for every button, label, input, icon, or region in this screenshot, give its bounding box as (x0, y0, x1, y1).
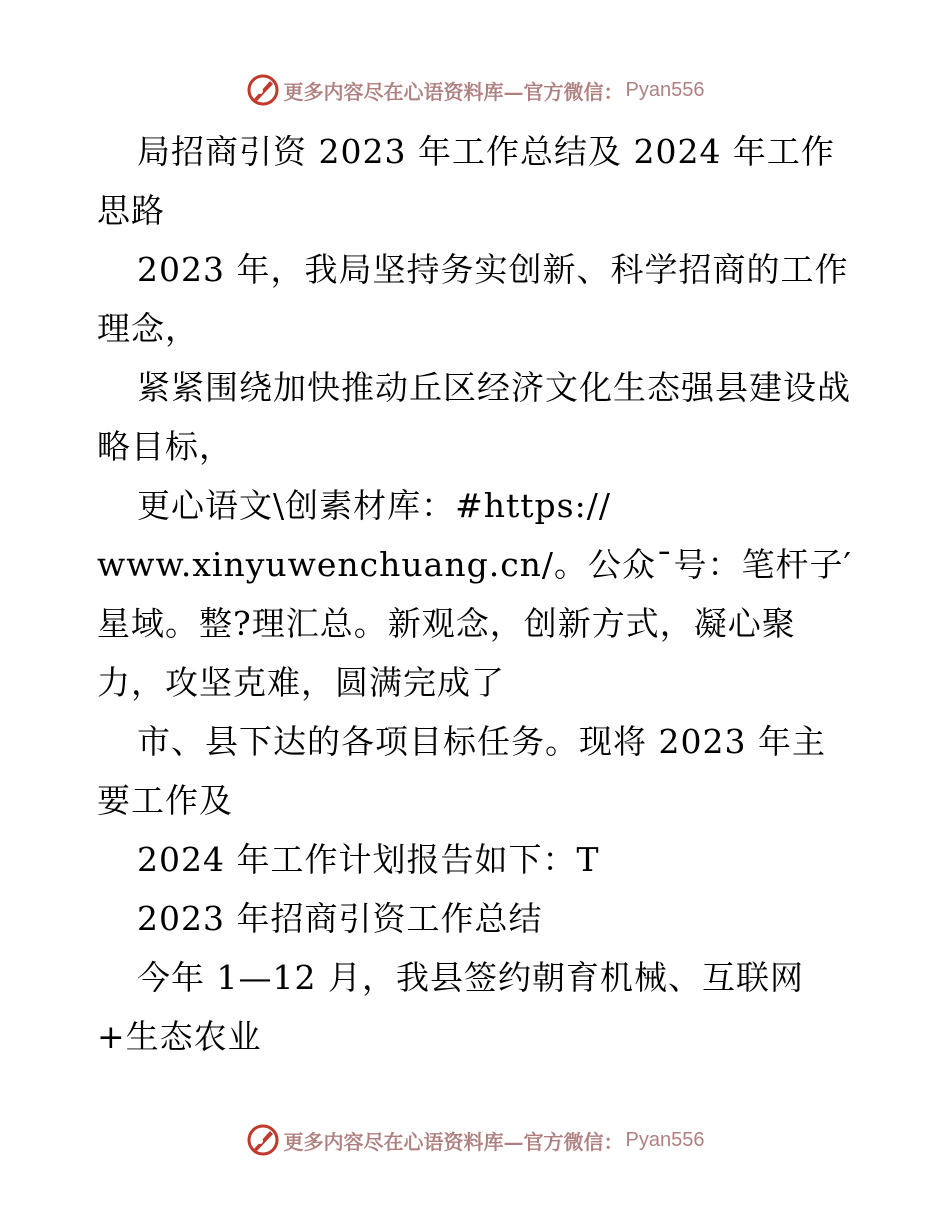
paragraph: 今年 1—12 月，我县签约朝育机械、互联网+生态农业 (97, 958, 804, 1056)
header-banner (0, 70, 950, 110)
document-title: 局招商引资 2023 年工作总结及 2024 年工作思路 (97, 132, 835, 230)
paragraph: www.xinyuwenchuang.cn/。公众¯号：笔杆子′星域。整?理汇总。新观念，创新方式，凝心聚力，攻坚克难，圆满完成了 (97, 545, 853, 702)
paragraph: 2024 年工作计划报告如下：T (137, 840, 600, 879)
banner-slogan: 更多内容尽在心语资料库—官方微信： (283, 1129, 624, 1154)
footer-banner (0, 1120, 950, 1160)
banner-slogan: 更多内容尽在心语资料库—官方微信： (283, 79, 624, 104)
paragraph: 市、县下达的各项目标任务。现将 2023 年主要工作及 (97, 722, 826, 820)
banner-wechat-id: Pyan556 (625, 78, 705, 101)
brand-logo-icon (246, 73, 280, 107)
section-heading: 2023 年招商引资工作总结 (137, 899, 543, 938)
paragraph: 更心语文\创素材库：#https:// (137, 486, 611, 525)
brand-logo-icon (246, 1123, 280, 1157)
paragraph: 紧紧围绕加快推动丘区经济文化生态强县建设战略目标， (97, 368, 851, 466)
document-body (97, 122, 857, 1066)
paragraph: 2023 年，我局坚持务实创新、科学招商的工作理念， (97, 250, 849, 348)
banner-wechat-id: Pyan556 (625, 1128, 705, 1151)
